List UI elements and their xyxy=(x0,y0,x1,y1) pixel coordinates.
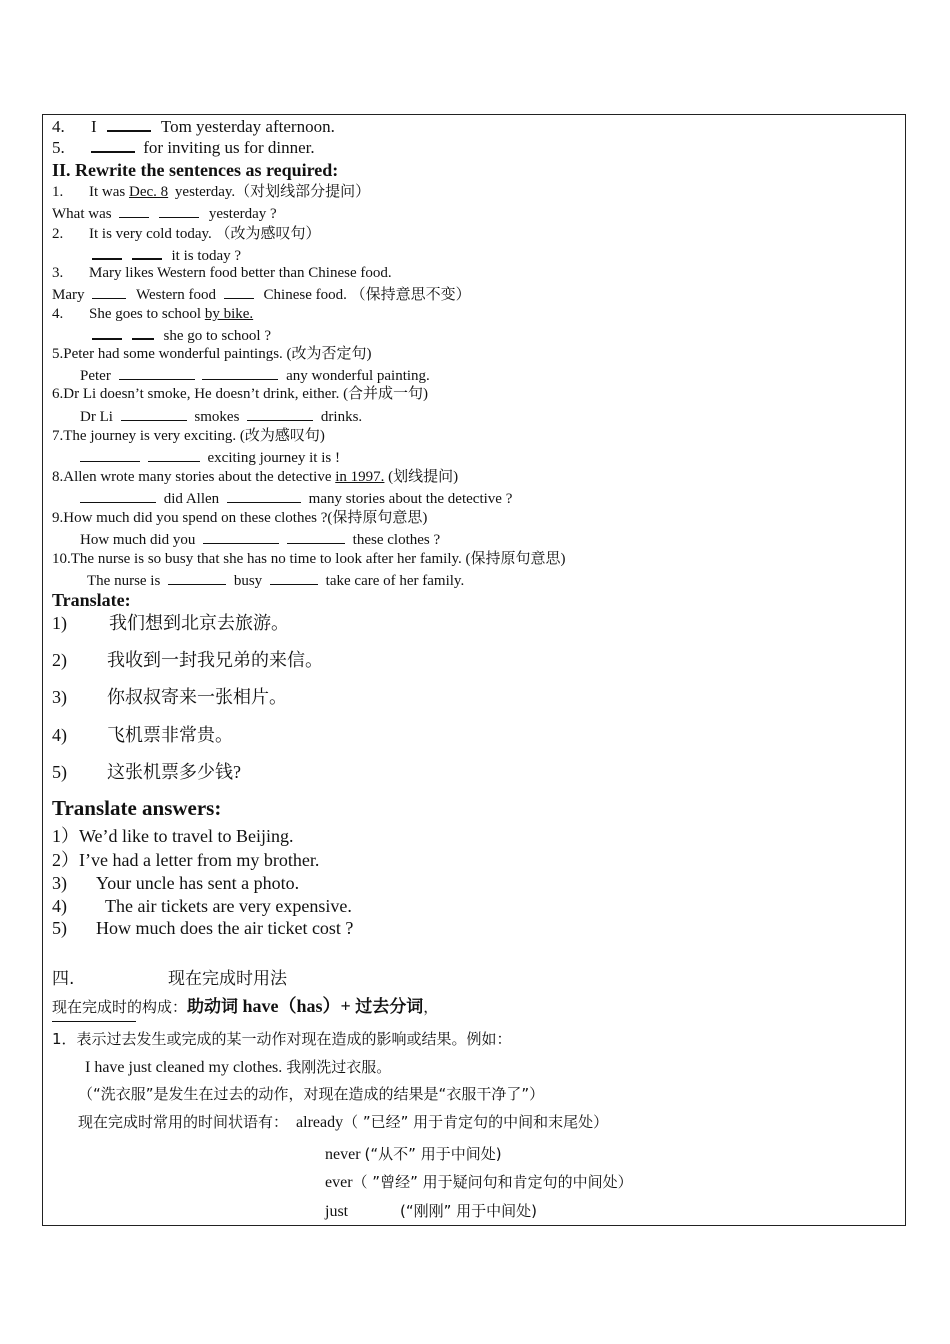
rewrite-question-6: 6.Dr Li doesn’t smoke, He doesn’t drink, either. (合并成一句) xyxy=(52,386,429,402)
question-text: (划线提问) xyxy=(388,469,459,485)
answer-blank[interactable] xyxy=(202,367,278,380)
usage-1: 1．表示过去发生或完成的某一动作对现在造成的影响或结果。例如： xyxy=(52,1030,512,1048)
structure-line xyxy=(52,996,438,1018)
structure-label: 现在完成时的构成： xyxy=(52,998,188,1016)
item-text: 这张机票多少钱? xyxy=(107,762,241,782)
adverb-line xyxy=(325,1203,537,1221)
answer-blank[interactable] xyxy=(227,490,301,503)
answer-blank[interactable] xyxy=(92,286,126,299)
section-heading-grammar xyxy=(52,970,287,990)
list-item xyxy=(52,896,352,917)
answer-suffix: it is today ? xyxy=(171,248,242,264)
adverb-word: already xyxy=(296,1114,344,1131)
adverb-word: ever xyxy=(325,1174,353,1191)
adverbs-line xyxy=(78,1114,608,1132)
adverb-note: (“从不” 用于中间处) xyxy=(364,1145,502,1163)
section-heading-translate: Translate: xyxy=(52,590,131,610)
adverbs-label: 现在完成时常用的时间状语有： xyxy=(78,1113,289,1131)
answer-middle: smokes xyxy=(194,409,240,425)
adverb-note: （ ”已经” 用于肯定句的中间和末尾处） xyxy=(343,1113,609,1131)
answer-blank[interactable] xyxy=(168,572,226,585)
section-number: 四. xyxy=(52,969,75,989)
question-text: Mary likes Western food better than Chinese food. xyxy=(89,265,392,281)
rewrite-answer-2 xyxy=(92,246,241,265)
item-text: We’d like to travel to Beijing. xyxy=(79,826,294,846)
answer-suffix: many stories about the detective ? xyxy=(308,491,513,507)
answer-prefix: Peter xyxy=(80,368,111,384)
structure-tail: ， xyxy=(423,998,439,1016)
answer-suffix: take care of her family. xyxy=(325,573,465,589)
question-number: 5. xyxy=(52,138,65,157)
adverb-word: never xyxy=(325,1146,361,1163)
adverb-note: (“刚刚” 用于中间处) xyxy=(400,1202,538,1220)
item-number: 2) xyxy=(52,650,67,670)
answer-blank[interactable] xyxy=(224,286,254,299)
example-sentence xyxy=(85,1059,391,1077)
list-item xyxy=(52,826,294,847)
answer-prefix: Dr Li xyxy=(80,409,113,425)
answer-prefix: What was xyxy=(52,206,112,222)
adverb-line xyxy=(325,1174,633,1192)
item-number: 3) xyxy=(52,687,67,707)
adverb-line xyxy=(325,1146,502,1164)
rewrite-question-2 xyxy=(52,226,321,243)
answer-blank[interactable] xyxy=(92,326,122,340)
item-number: 1) xyxy=(52,613,67,633)
answer-blank[interactable] xyxy=(119,367,195,380)
item-text: The air tickets are very expensive. xyxy=(105,896,352,916)
underlined-text: Dec. 8 xyxy=(129,184,169,200)
adverb-note: （ ”曾经” 用于疑问句和肯定句的中间处） xyxy=(352,1173,633,1191)
answer-suffix: these clothes ? xyxy=(352,532,441,548)
question-text: It was xyxy=(89,184,126,200)
list-item xyxy=(52,762,241,783)
question-text: yesterday.（对划线部分提问） xyxy=(174,184,371,200)
question-text: for inviting us for dinner. xyxy=(143,138,315,157)
answer-prefix: How much did you xyxy=(80,532,196,548)
fill-question-4 xyxy=(52,117,335,137)
rewrite-answer-4 xyxy=(92,326,271,345)
item-text: Your uncle has sent a photo. xyxy=(96,873,300,893)
structure-formula: 过去分词 xyxy=(355,997,424,1017)
answer-blank[interactable] xyxy=(121,408,187,421)
answer-suffix: she go to school ? xyxy=(163,328,271,344)
answer-blank[interactable] xyxy=(92,246,122,260)
question-number: 4. xyxy=(52,117,65,136)
list-item xyxy=(52,850,319,871)
answer-blank[interactable] xyxy=(247,408,313,421)
rewrite-question-10: 10.The nurse is so busy that she has no time to look after her family. (保持原句意思) xyxy=(52,551,566,567)
rewrite-answer-9 xyxy=(80,531,440,549)
question-number: 3. xyxy=(52,265,64,281)
answer-middle: Western food xyxy=(136,287,217,303)
underlined-text: in 1997. xyxy=(335,469,385,485)
item-number: 3) xyxy=(52,873,67,893)
rewrite-question-8 xyxy=(52,469,458,486)
rewrite-question-7: 7.The journey is very exciting. (改为感叹句) xyxy=(52,428,325,444)
item-text: How much does the air ticket cost ? xyxy=(96,918,354,938)
answer-blank[interactable] xyxy=(107,118,151,132)
list-item xyxy=(52,687,287,708)
structure-formula: 助动词 xyxy=(187,997,239,1017)
answer-blank[interactable] xyxy=(159,205,199,218)
rewrite-question-1 xyxy=(52,184,370,201)
item-text: 我收到一封我兄弟的来信。 xyxy=(107,650,323,670)
question-text: I xyxy=(91,117,97,136)
item-text: 你叔叔寄来一张相片。 xyxy=(107,687,287,707)
section-title: 现在完成时用法 xyxy=(168,969,287,989)
item-number: 5) xyxy=(52,762,67,782)
underline-rule xyxy=(52,1021,136,1022)
question-number: 4. xyxy=(52,306,64,322)
rewrite-answer-5 xyxy=(80,367,430,385)
list-item xyxy=(52,918,353,939)
answer-suffix: exciting journey it is ! xyxy=(207,450,340,466)
answer-blank[interactable] xyxy=(80,449,140,462)
answer-suffix: drinks. xyxy=(320,409,363,425)
example-cn: 我刚洗过衣服。 xyxy=(286,1058,392,1076)
fill-question-5 xyxy=(52,138,315,158)
question-number: 2. xyxy=(52,226,64,242)
list-item xyxy=(52,873,299,894)
item-text: 飞机票非常贵。 xyxy=(107,725,233,745)
item-number: 4) xyxy=(52,725,67,745)
rewrite-answer-1 xyxy=(52,205,277,223)
answer-blank[interactable] xyxy=(287,531,345,544)
rewrite-question-4 xyxy=(52,306,253,323)
list-item xyxy=(52,613,289,634)
answer-blank[interactable] xyxy=(148,449,200,462)
question-text: She goes to school xyxy=(89,306,202,322)
section-heading-rewrite: II. Rewrite the sentences as required: xyxy=(52,160,339,180)
example-en: I have just cleaned my clothes. xyxy=(85,1059,283,1076)
question-text: Tom yesterday afternoon. xyxy=(160,117,335,136)
item-number: 2） xyxy=(52,850,79,870)
rewrite-answer-7 xyxy=(80,449,340,467)
rewrite-answer-10 xyxy=(87,572,464,590)
question-text: It is very cold today. （改为感叹句） xyxy=(89,226,321,242)
answer-prefix: The nurse is xyxy=(87,573,161,589)
rewrite-answer-8 xyxy=(80,490,512,508)
answer-middle: busy xyxy=(233,573,263,589)
question-number: 1. xyxy=(52,184,64,200)
rewrite-answer-3 xyxy=(52,286,471,304)
answer-suffix: yesterday ? xyxy=(208,206,277,222)
structure-formula: have（has）+ xyxy=(238,996,356,1016)
answer-suffix: any wonderful painting. xyxy=(286,368,430,384)
answer-blank[interactable] xyxy=(119,205,149,218)
answer-blank[interactable] xyxy=(132,326,154,340)
adverb-word: just xyxy=(325,1203,349,1220)
item-text: I’ve had a letter from my brother. xyxy=(79,850,320,870)
answer-blank[interactable] xyxy=(80,490,156,503)
rewrite-question-9: 9.How much did you spend on these clothes ?(保持原句意思) xyxy=(52,510,428,526)
section-heading-answers: Translate answers: xyxy=(52,796,222,820)
answer-suffix: Chinese food. （保持意思不变） xyxy=(263,287,471,303)
item-text: 我们想到北京去旅游。 xyxy=(109,613,289,633)
list-item xyxy=(52,650,323,671)
item-number: 5) xyxy=(52,918,67,938)
answer-blank[interactable] xyxy=(132,246,162,260)
answer-middle: did Allen xyxy=(163,491,220,507)
item-number: 1） xyxy=(52,826,79,846)
question-text: 8.Allen wrote many stories about the detective xyxy=(52,469,332,485)
answer-blank[interactable] xyxy=(203,531,279,544)
rewrite-question-3 xyxy=(52,265,392,282)
answer-prefix: Mary xyxy=(52,287,85,303)
item-number: 4) xyxy=(52,896,67,916)
rewrite-question-5: 5.Peter had some wonderful paintings. (改为否定句) xyxy=(52,346,372,362)
example-note: （“洗衣服”是发生在过去的动作，对现在造成的结果是“衣服干净了”） xyxy=(78,1085,545,1103)
list-item xyxy=(52,725,233,746)
answer-blank[interactable] xyxy=(91,139,135,153)
rewrite-answer-6 xyxy=(80,408,362,426)
answer-blank[interactable] xyxy=(270,572,318,585)
underlined-text: by bike. xyxy=(204,306,254,322)
